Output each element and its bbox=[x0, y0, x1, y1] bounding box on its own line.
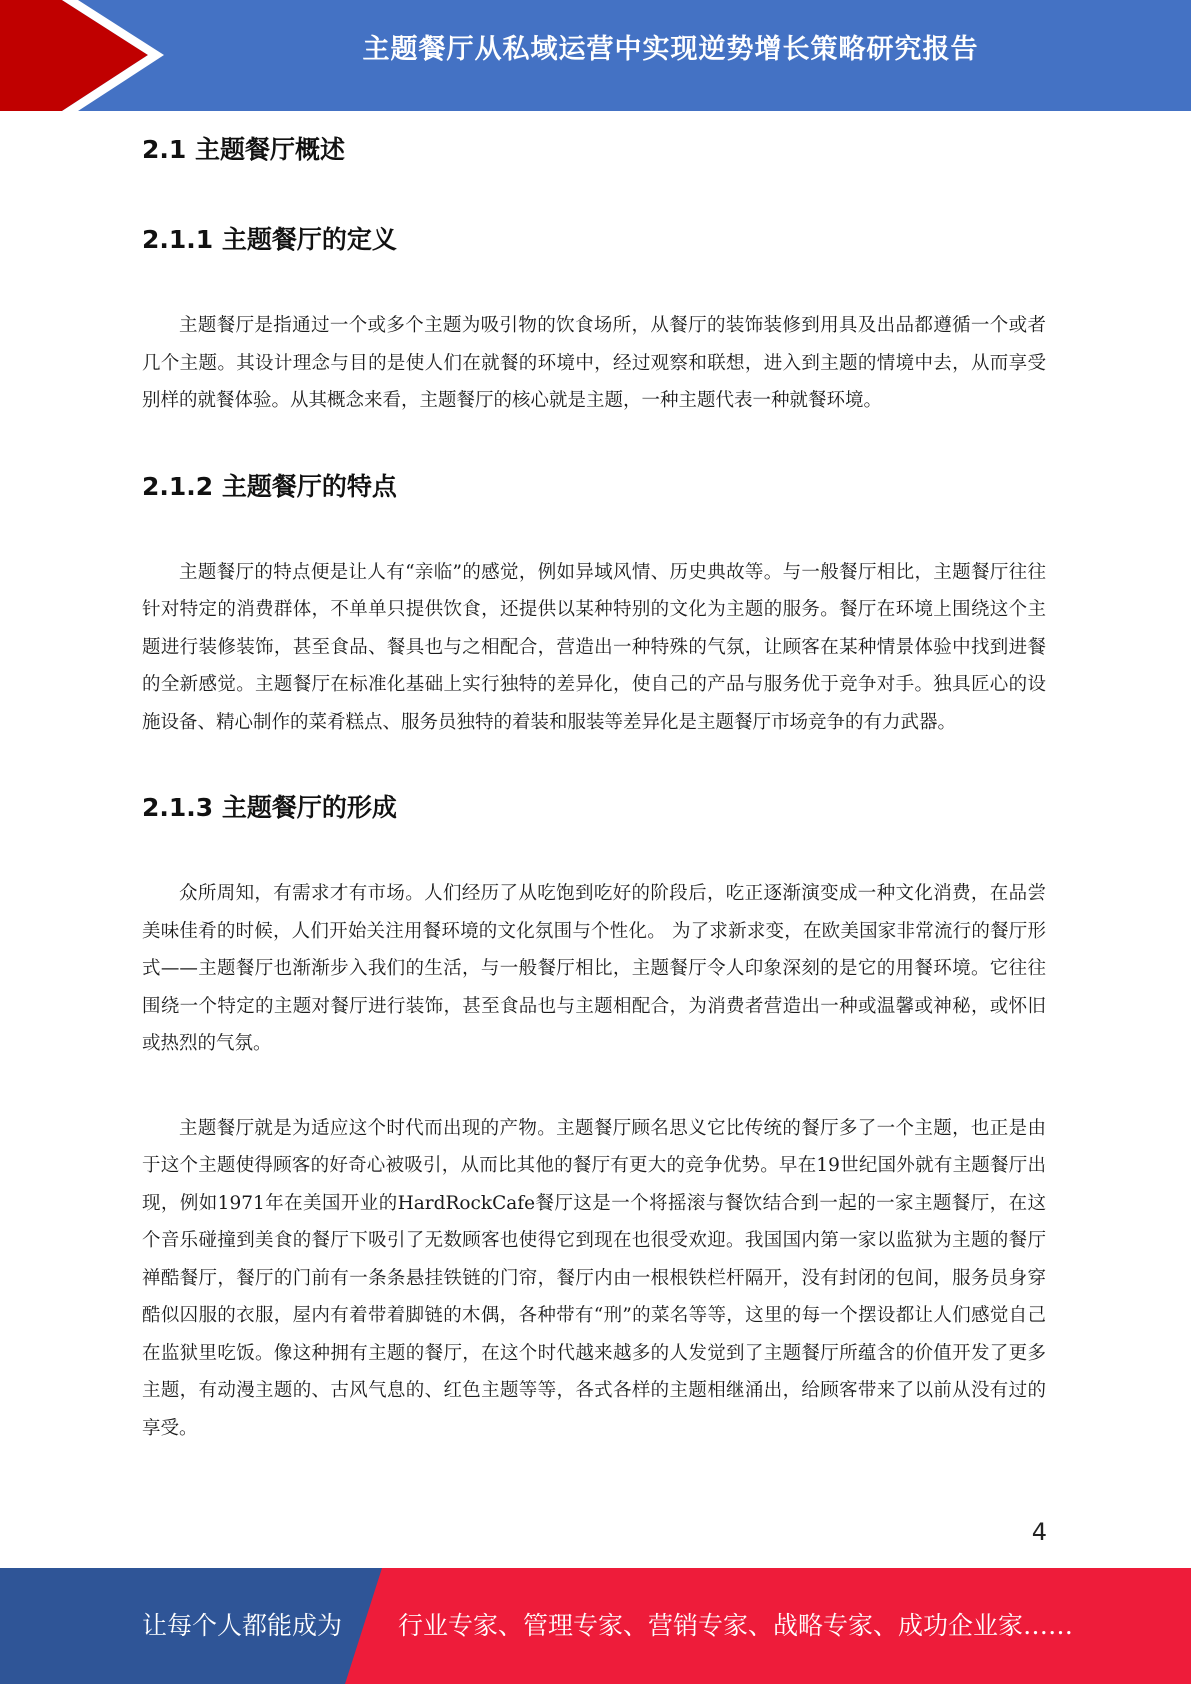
report-title: 主题餐厅从私域运营中实现逆势增长策略研究报告 bbox=[362, 34, 979, 65]
page-header bbox=[0, 0, 1191, 111]
paragraph: 主题餐厅的特点便是让人有“亲临”的感觉，例如异域风情、历史典故等。与一般餐厅相比，主题餐厅往往针对特定的消费群体，不单单只提供饮食，还提供以某种特别的文化为主题的服务。餐厅在环境上围绕这个主题进行装修装饰，甚至食品、餐具也与之相配合，营造出一种特殊的气氛，让顾客在某种情景体验中找到进餐的全新感觉。主题餐厅在标准化基础上实行独特的差异化，使自己的产品与服务优于竞争对手。独具匠心的设施设备、精心制作的菜肴糕点、服务员独特的着装和服装等差异化是主题餐厅市场竞争的有力武器。 bbox=[142, 561, 1046, 733]
footer-slogan-left: 让每个人都能成为 bbox=[142, 1611, 343, 1640]
page-footer bbox=[0, 1568, 1191, 1684]
paragraph: 主题餐厅是指通过一个或多个主题为吸引物的饮食场所，从餐厅的装饰装修到用具及出品都遵循一个或者几个主题。其设计理念与目的是使人们在就餐的环境中，经过观察和联想，进入到主题的情境中去，从而享受别样的就餐体验。从其概念来看，主题餐厅的核心就是主题，一种主题代表一种就餐环境。 bbox=[142, 315, 1046, 411]
page-number: 4 bbox=[1031, 1518, 1047, 1546]
footer-slogan-right: 行业专家、管理专家、营销专家、战略专家、成功企业家…… bbox=[398, 1611, 1074, 1640]
document-body bbox=[142, 130, 1046, 1494]
section-heading-2-1-1: 2.1.1 主题餐厅的定义 bbox=[142, 225, 397, 254]
paragraph: 主题餐厅就是为适应这个时代而出现的产物。主题餐厅顾名思义它比传统的餐厅多了一个主题，也正是由于这个主题使得顾客的好奇心被吸引，从而比其他的餐厅有更大的竞争优势。早在19世纪国外就有主题餐厅出现，例如1971年在美国开业的HardRockCafe餐厅这是一个将摇滚与餐饮结合到一起的一家主题餐厅，在这个音乐碰撞到美食的餐厅下吸引了无数顾客也使得它到现在也很受欢迎。我国国内第一家以监狱为主题的餐厅禅酷餐厅，餐厅的门前有一条条悬挂铁链的门帘，餐厅内由一根根铁栏杆隔开，没有封闭的包间，服务员身穿酷似囚服的衣服，屋内有着带着脚链的木偶，各种带有“刑”的菜名等等，这里的每一个摆设都让人们感觉自己在监狱里吃饭。像这种拥有主题的餐厅，在这个时代越来越多的人发觉到了主题餐厅所蕴含的价值开发了更多主题，有动漫主题的、古风气息的、红色主题等等，各式各样的主题相继涌出，给顾客带来了以前从没有过的享受。 bbox=[142, 1117, 1046, 1439]
paragraph: 众所周知，有需求才有市场。人们经历了从吃饱到吃好的阶段后，吃正逐渐演变成一种文化消费，在品尝美味佳肴的时候，人们开始关注用餐环境的文化氛围与个性化。 为了求新求变，在欧美国家非常流行的餐厅形式——主题餐厅也渐渐步入我们的生活，与一般餐厅相比，主题餐厅令人印象深刻的是它的用餐环境。它往往围绕一个特定的主题对餐厅进行装饰，甚至食品也与主题相配合，为消费者营造出一种或温馨或神秘，或怀旧或热烈的气氛。 bbox=[142, 883, 1046, 1054]
section-heading-2-1-3: 2.1.3 主题餐厅的形成 bbox=[142, 793, 397, 822]
section-heading-2-1-2: 2.1.2 主题餐厅的特点 bbox=[142, 471, 397, 501]
section-heading-2-1: 2.1 主题餐厅概述 bbox=[142, 135, 345, 164]
